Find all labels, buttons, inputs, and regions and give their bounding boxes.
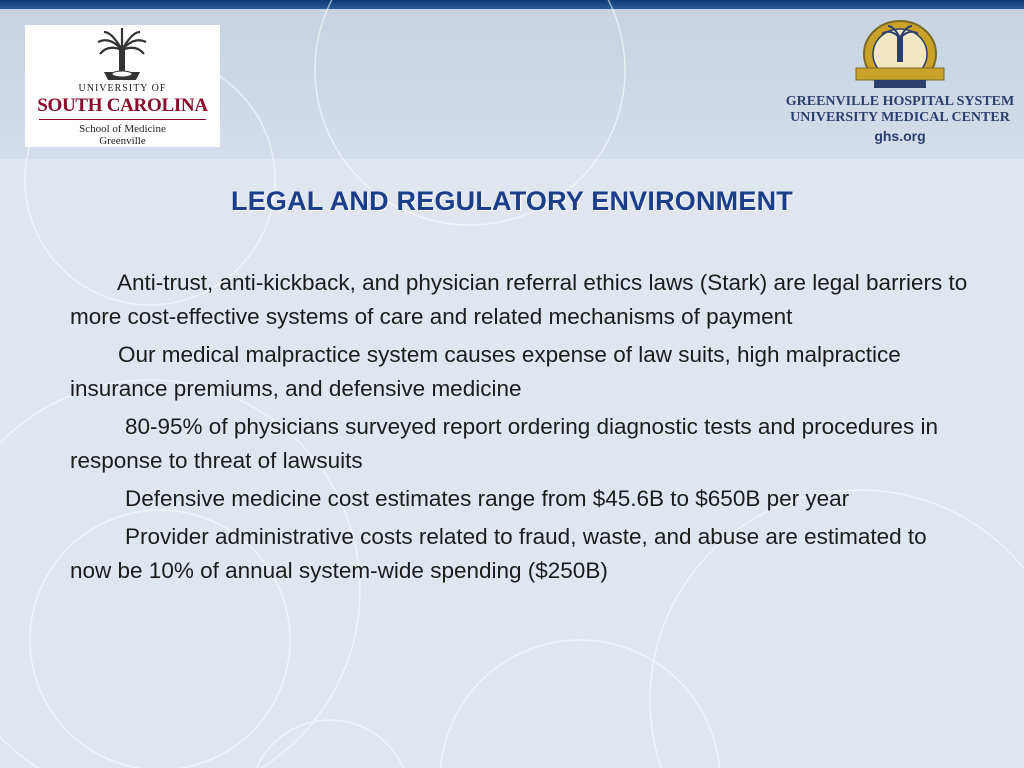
greenville-hospital-system-logo: [780, 20, 1020, 150]
usc-university-of: UNIVERSITY OF: [78, 83, 167, 94]
usc-campus: Greenville: [99, 135, 146, 147]
palmetto-tree-seal-icon: [92, 28, 152, 86]
ghs-name-line: GREENVILLE HOSPITAL SYSTEM: [785, 94, 1015, 109]
slide-title: LEGAL AND REGULATORY ENVIRONMENT: [231, 186, 793, 216]
usc-school-of-medicine: School of Medicine: [79, 123, 166, 135]
body-paragraph: Anti-trust, anti-kickback, and physician referral ethics laws (Stark) are legal barriers to more cost-effective systems of care and related mechanisms of payment: [70, 270, 968, 329]
ghs-url: ghs.org: [874, 128, 926, 144]
body-paragraph: 80-95% of physicians surveyed report ordering diagnostic tests and procedures in response to threat of lawsuits: [70, 414, 938, 473]
body-paragraph: Our medical malpractice system causes expense of law suits, high malpractice insurance premiums, and defensive medicine: [70, 342, 901, 401]
ghs-seal-icon: [850, 20, 950, 92]
body-paragraph: Defensive medicine cost estimates range from $45.6B to $650B per year: [125, 486, 850, 511]
usc-divider: [39, 119, 206, 120]
usc-south-carolina: SOUTH CAROLINA: [37, 95, 208, 116]
body-paragraph: Provider administrative costs related to fraud, waste, and abuse are estimated to now be 10% of annual system-wide spending ($250B): [70, 524, 927, 583]
slide-body: [70, 266, 970, 592]
usc-school-of-medicine-logo: [25, 25, 220, 147]
ghs-medical-center-line: UNIVERSITY MEDICAL CENTER: [790, 110, 1010, 125]
